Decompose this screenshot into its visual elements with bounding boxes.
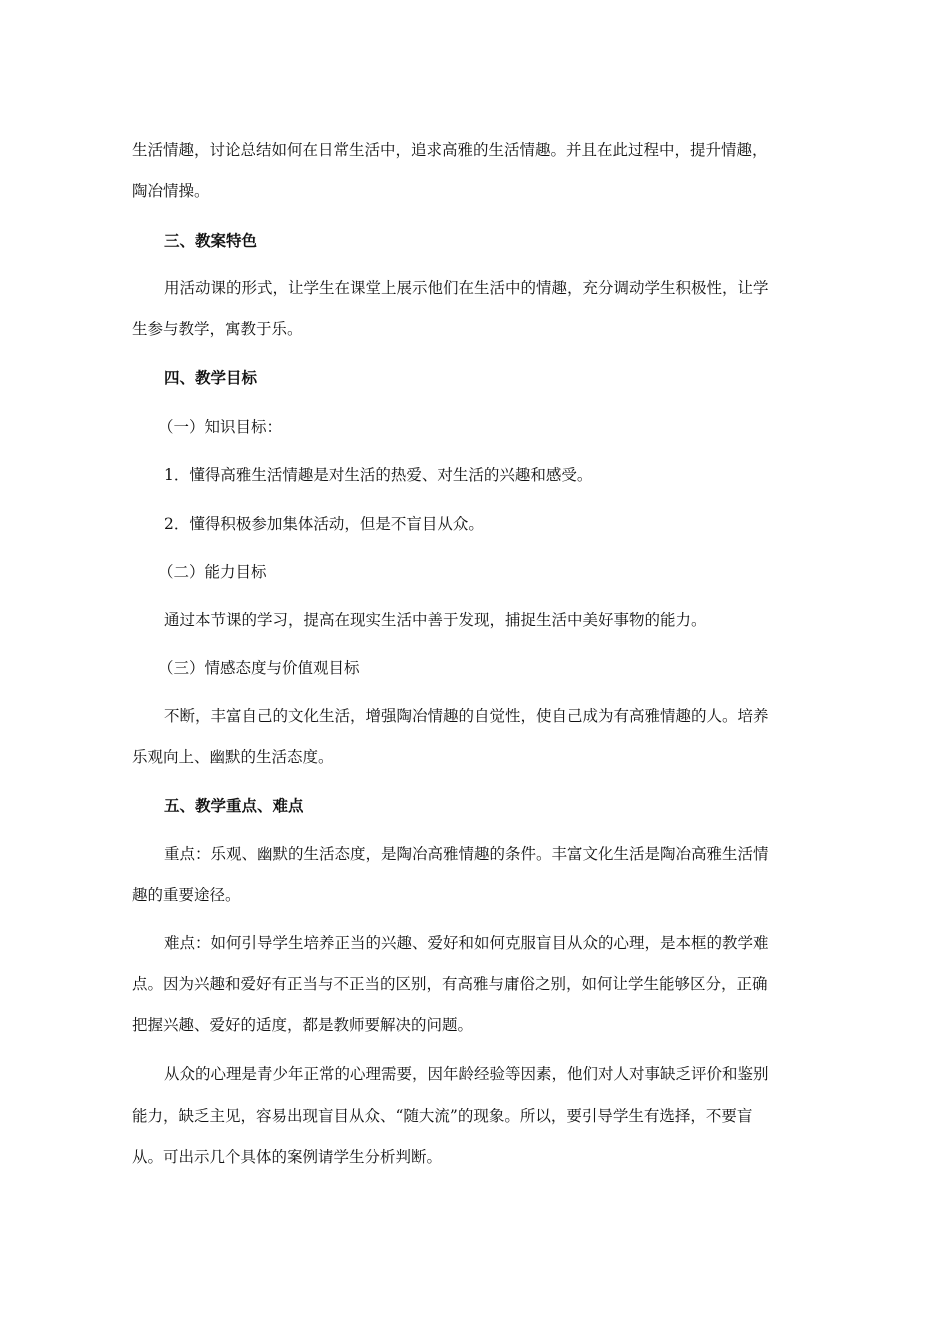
- key-point-line-2: 趣的重要途径。: [132, 886, 241, 904]
- conformity-line-1: 从众的心理是青少年正常的心理需要，因年龄经验等因素，他们对人对事缺乏评价和鉴别: [164, 1065, 769, 1083]
- emotion-line-2: 乐观向上、幽默的生活态度。: [132, 748, 334, 766]
- intro-line-2: 陶冶情操。: [132, 182, 210, 200]
- knowledge-objective-1: 1．懂得高雅生活情趣是对生活的热爱、对生活的兴趣和感受。: [164, 466, 593, 484]
- knowledge-objective-2: 2．懂得积极参加集体活动，但是不盲目从众。: [164, 515, 484, 533]
- conformity-line-2: 能力，缺乏主见，容易出现盲目从众、“随大流”的现象。所以，要引导学生有选择，不要盲: [132, 1107, 753, 1125]
- features-line-1: 用活动课的形式，让学生在课堂上展示他们在生活中的情趣，充分调动学生积极性，让学: [164, 279, 769, 297]
- section-heading-objectives: 四、教学目标: [164, 369, 258, 387]
- emotion-objective-title: （三）情感态度与价值观目标: [158, 659, 360, 677]
- ability-objective-title: （二）能力目标: [158, 563, 267, 581]
- emotion-line-1: 不断，丰富自己的文化生活，增强陶冶情趣的自觉性，使自己成为有高雅情趣的人。培养: [164, 707, 769, 725]
- conformity-line-3: 从。可出示几个具体的案例请学生分析判断。: [132, 1148, 443, 1166]
- intro-line-1: 生活情趣，讨论总结如何在日常生活中，追求高雅的生活情趣。并且在此过程中，提升情趣，: [132, 141, 768, 159]
- key-point-line-1: 重点：乐观、幽默的生活态度，是陶冶高雅情趣的条件。丰富文化生活是陶冶高雅生活情: [164, 845, 769, 863]
- difficulty-line-3: 把握兴趣、爱好的适度，都是教师要解决的问题。: [132, 1016, 474, 1034]
- features-line-2: 生参与教学，寓教于乐。: [132, 320, 303, 338]
- difficulty-line-1: 难点：如何引导学生培养正当的兴趣、爱好和如何克服盲目从众的心理，是本框的教学难: [164, 934, 769, 952]
- ability-objective-text: 通过本节课的学习，提高在现实生活中善于发现，捕捉生活中美好事物的能力。: [164, 611, 707, 629]
- section-heading-features: 三、教案特色: [164, 232, 258, 250]
- knowledge-objective-title: （一）知识目标：: [158, 418, 283, 436]
- difficulty-line-2: 点。因为兴趣和爱好有正当与不正当的区别，有高雅与庸俗之别，如何让学生能够区分，正确: [132, 975, 768, 993]
- section-heading-key-points: 五、教学重点、难点: [164, 797, 304, 815]
